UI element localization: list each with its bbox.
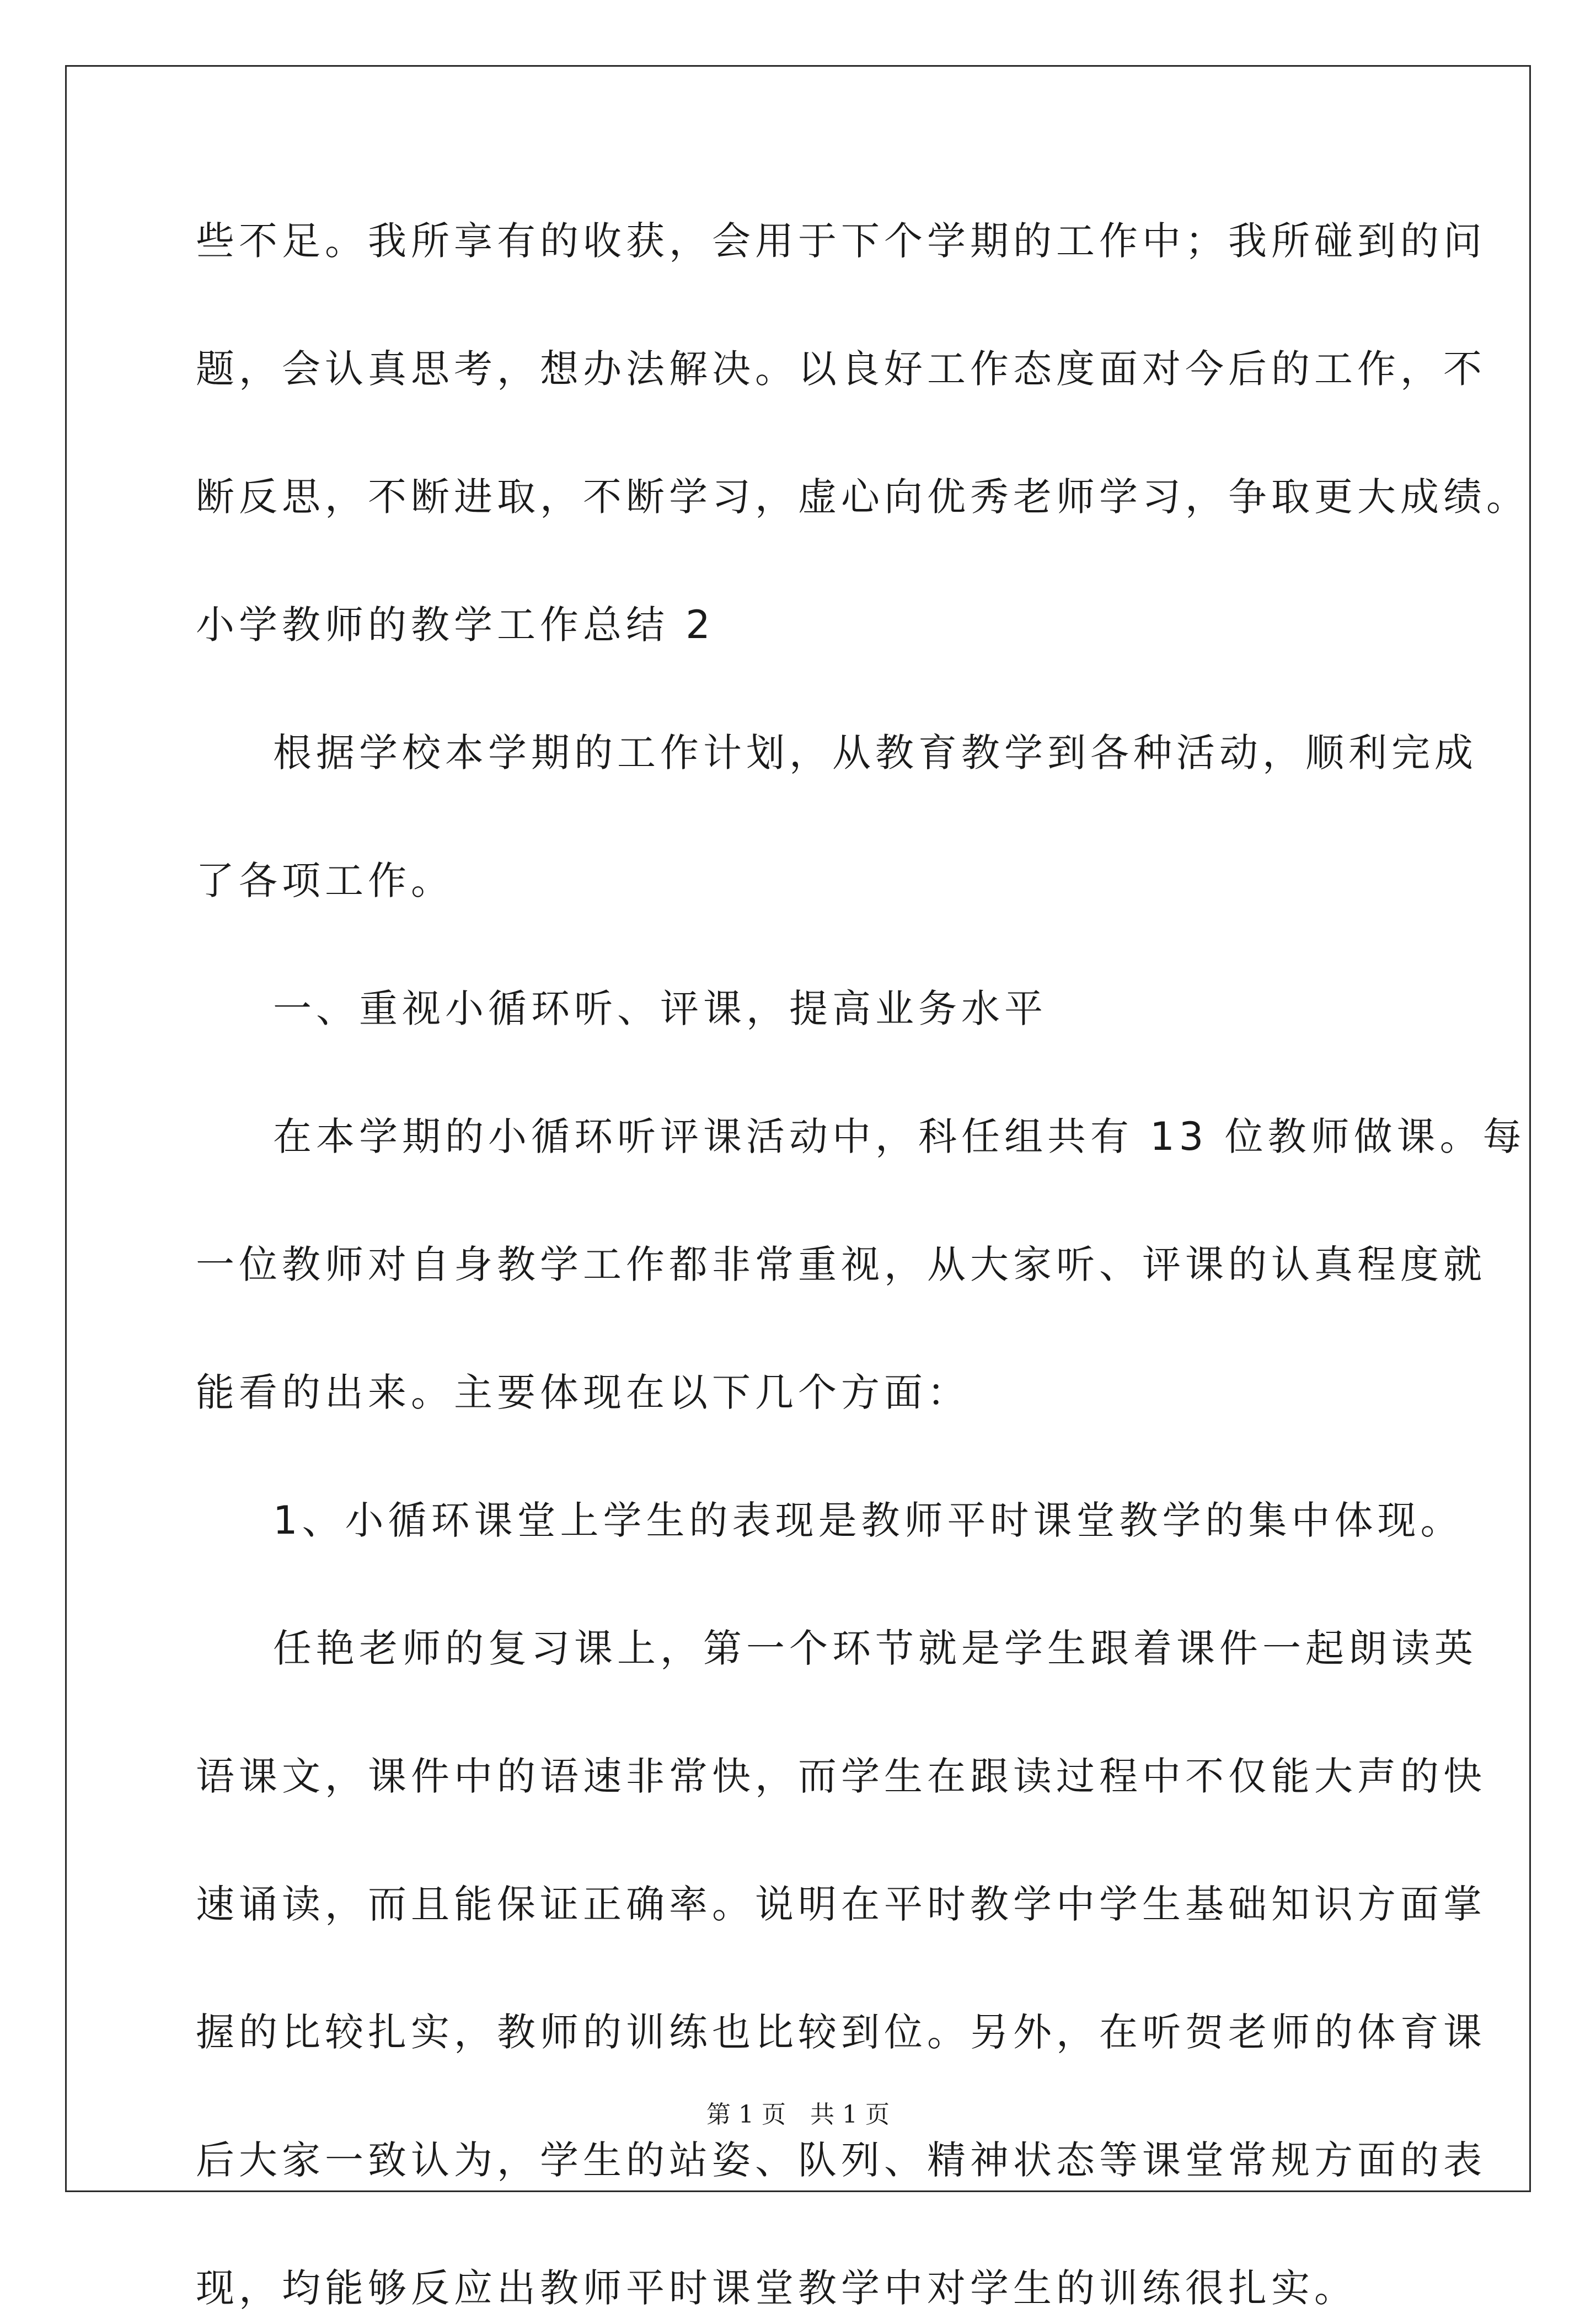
paragraph-example (196, 1622, 1486, 2314)
text-line: 些不足。我所享有的收获，会用于下个学期的工作中；我所碰到的问 (196, 218, 1486, 264)
text-line: 断反思，不断进取，不断学习，虚心向优秀老师学习，争取更大成绩。 (196, 474, 1529, 519)
item-one: 1、小循环课堂上学生的表现是教师平时课堂教学的集中体现。 (273, 1498, 1464, 1543)
text-line: 语课文，课件中的语速非常快，而学生在跟读过程中不仅能大声的快 (196, 1754, 1486, 1799)
section-title: 小学教师的教学工作总结 2 (196, 602, 715, 647)
text-line: 了各项工作。 (196, 858, 454, 903)
text-line: 握的比较扎实，教师的训练也比较到位。另外，在听贺老师的体育课 (196, 2010, 1486, 2055)
text-line: 任艳老师的复习课上，第一个环节就是学生跟着课件一起朗读英 (273, 1626, 1477, 1671)
paragraph-plan (196, 727, 1477, 907)
text-line: 在本学期的小循环听评课活动中，科任组共有 13 位教师做课。每 (273, 1114, 1526, 1159)
document-body (196, 215, 1529, 2314)
text-line: 速诵读，而且能保证正确率。说明在平时教学中学生基础知识方面掌 (196, 1882, 1486, 1927)
paragraph-listen (196, 1111, 1526, 1418)
text-line: 一位教师对自身教学工作都非常重视，从大家听、评课的认真程度就 (196, 1242, 1486, 1287)
heading-one: 一、重视小循环听、评课，提高业务水平 (273, 986, 1047, 1031)
text-line: 题，会认真思考，想办法解决。以良好工作态度面对今后的工作，不 (196, 346, 1486, 392)
paragraph-intro (196, 215, 1529, 523)
text-line: 后大家一致认为，学生的站姿、队列、精神状态等课堂常规方面的表 (196, 2138, 1486, 2183)
text-line: 能看的出来。主要体现在以下几个方面： (196, 1370, 970, 1415)
text-line: 现，均能够反应出教师平时课堂教学中对学生的训练很扎实。 (196, 2265, 1357, 2311)
text-line: 根据学校本学期的工作计划，从教育教学到各种活动，顺利完成 (273, 730, 1477, 775)
page-footer: 第 1 页 共 1 页 (706, 2101, 890, 2129)
